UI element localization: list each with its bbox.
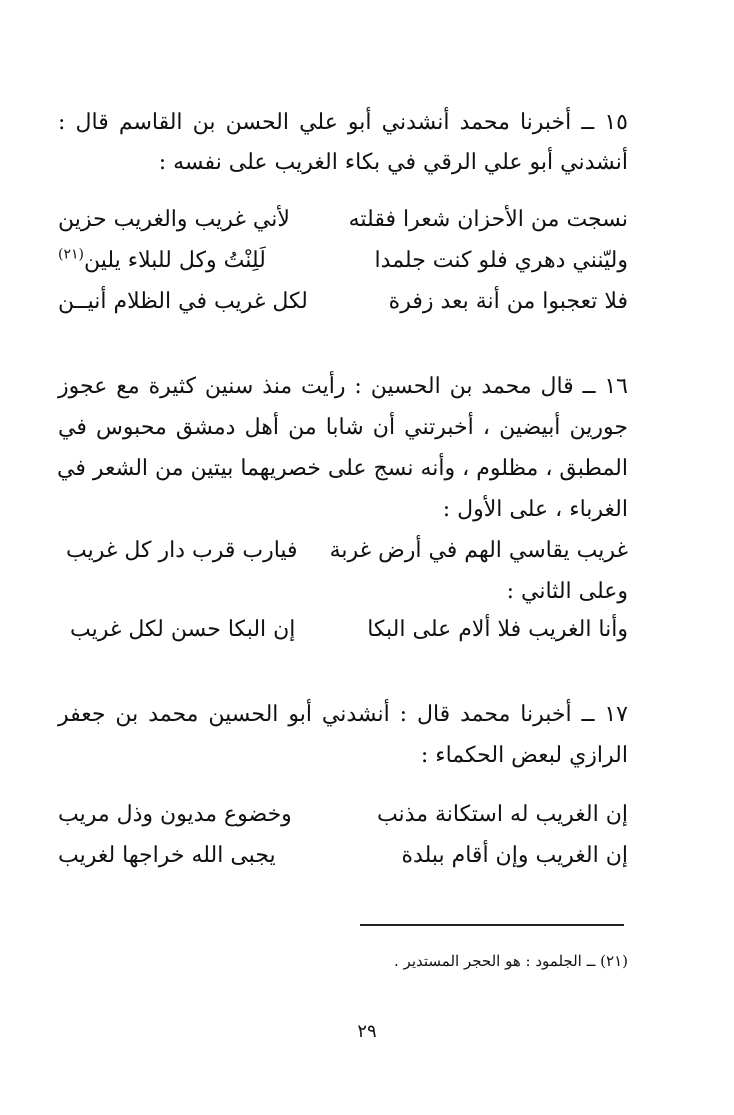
section-16-line-3: المطبق ، مظلوم ، وأنه نسج على خصريهما بيتين من الشعر في (56, 456, 628, 481)
verse-second-hemistich: وخضوع مديون وذل مريب (58, 802, 292, 827)
footnote-reference[interactable]: (٢١) (58, 246, 84, 263)
verse-second-hemistich (58, 246, 266, 276)
section-17-line-2: الرازي لبعض الحكماء : (420, 743, 628, 768)
verse-first-hemistich: وليّنني دهري فلو كنت جلمدا (374, 248, 628, 273)
section-16-line-2: جورين أبيضين ، أخبرتني أن شابا من أهل دمشق محبوس في (58, 415, 628, 440)
section-15-line-2: أنشدني أبو علي الرقي في بكاء الغريب على نفسه : (158, 150, 628, 175)
verse-second-hemistich: إن البكا حسن لكل غريب (70, 617, 296, 642)
verse-first-hemistich: إن الغريب له استكانة مذنب (376, 802, 628, 827)
footnote-divider (360, 924, 624, 926)
verse-first-hemistich: نسجت من الأحزان شعرا فقلته (348, 207, 628, 232)
verse-first-hemistich: غريب يقاسي الهم في أرض غربة (329, 538, 628, 563)
section-16-line-1: ١٦ ــ قال محمد بن الحسين : رأيت منذ سنين كثيرة مع عجوز (58, 374, 628, 399)
verse-first-hemistich: وأنا الغريب فلا ألام على البكا (367, 617, 628, 642)
page-number: ٢٩ (357, 1021, 377, 1042)
verse-first-hemistich: إن الغريب وإن أقام ببلدة (401, 843, 628, 868)
section-16-line-4: الغرباء ، على الأول : (442, 497, 628, 522)
verse-second-hemistich: يجبى الله خراجها لغريب (58, 843, 276, 868)
verse-second-text: لَلِنْتُ وكل للبلاء يلين (83, 248, 266, 273)
verse-first-hemistich: فلا تعجبوا من أنة بعد زفرة (388, 289, 628, 314)
verse-second-hemistich: لكل غريب في الظلام أنيــن (58, 289, 308, 314)
verse-second-hemistich: فيارب قرب دار كل غريب (66, 538, 298, 563)
section-16-intro-2: وعلى الثاني : (506, 579, 628, 604)
verse-second-hemistich: لأني غريب والغريب حزين (58, 207, 290, 232)
footnote: (٢١) ــ الجلمود : هو الحجر المستدير . (394, 952, 628, 970)
section-17-line-1: ١٧ ــ أخبرنا محمد قال : أنشدني أبو الحسين محمد بن جعفر (58, 702, 628, 727)
section-15-line-1: ١٥ ــ أخبرنا محمد أنشدني أبو علي الحسن بن القاسم قال : (58, 110, 628, 135)
